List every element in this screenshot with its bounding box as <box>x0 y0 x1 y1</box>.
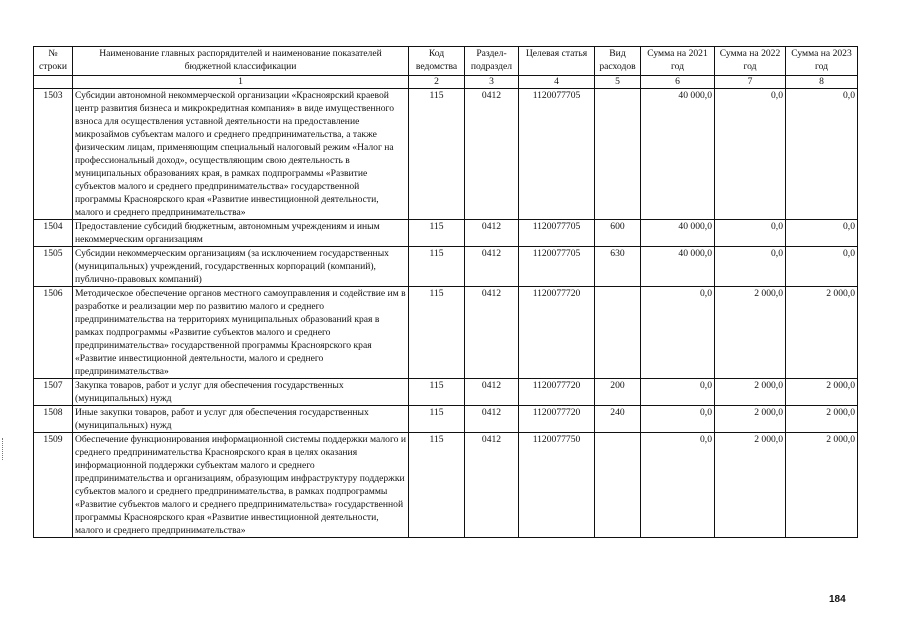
row-name: Закупка товаров, работ и услуг для обеспечения государственных (муниципальных) нужд <box>73 379 409 406</box>
row-sum-2023: 0,0 <box>786 89 858 220</box>
row-dept-code: 115 <box>409 220 465 247</box>
row-number: 1506 <box>34 287 73 379</box>
row-target: 1120077720 <box>519 287 595 379</box>
row-target: 1120077720 <box>519 379 595 406</box>
column-number-row <box>34 76 858 89</box>
row-name: Обеспечение функционирования информационной системы поддержки малого и среднего предпринимательства Красноярского края в целях оказания информационной поддержки субъектам малого и среднего предпринимательства и организациям, образующим инфраструктуру поддержки субъектов малого и среднего предпринимательства, в рамках подпрограммы «Развитие субъектов малого и среднего предпринимательства» государственной программы Красноярского края «Развитие инвестиционной деятельности, малого и среднего предпринимательства» <box>73 433 409 538</box>
row-number: 1507 <box>34 379 73 406</box>
row-sum-2021: 40 000,0 <box>641 89 715 220</box>
header-row <box>34 47 858 76</box>
row-number: 1504 <box>34 220 73 247</box>
row-sum-2021: 0,0 <box>641 406 715 433</box>
row-target: 1120077720 <box>519 406 595 433</box>
header-exp-type: Вид расходов <box>595 47 641 76</box>
row-target: 1120077750 <box>519 433 595 538</box>
header-section: Раздел-подраздел <box>465 47 519 76</box>
row-name: Субсидии автономной некоммерческой организации «Красноярский краевой центр развития бизнеса и микрокредитная компания» в виде имущественного взноса для осуществления уставной деятельности на предоставление микрозаймов субъектам малого и среднего предпринимательства, а также физическим лицам, применяющим специальный налоговый режим «Налог на профессиональный доход», осуществляющим свою деятельность в муниципальных образованиях края, в рамках подпрограммы «Развитие субъектов малого и среднего предпринимательства» государственной программы Красноярского края «Развитие инвестиционной деятельности, малого и среднего предпринимательства» <box>73 89 409 220</box>
table-row <box>34 220 858 247</box>
row-exp-type <box>595 433 641 538</box>
margin-mark <box>2 438 5 460</box>
row-sum-2023: 0,0 <box>786 220 858 247</box>
header-sum-2023: Сумма на 2023 год <box>786 47 858 76</box>
row-sum-2023: 0,0 <box>786 247 858 287</box>
row-section: 0412 <box>465 247 519 287</box>
row-sum-2021: 40 000,0 <box>641 247 715 287</box>
header-dept-code: Код ведомства <box>409 47 465 76</box>
row-exp-type <box>595 89 641 220</box>
header-name: Наименование главных распорядителей и наименование показателей бюджетной классификации <box>73 47 409 76</box>
page-number: 184 <box>829 594 846 605</box>
row-sum-2023: 2 000,0 <box>786 287 858 379</box>
table-row <box>34 406 858 433</box>
row-target: 1120077705 <box>519 89 595 220</box>
row-section: 0412 <box>465 406 519 433</box>
col-num: 7 <box>715 76 786 89</box>
col-num: 1 <box>73 76 409 89</box>
row-dept-code: 115 <box>409 433 465 538</box>
row-section: 0412 <box>465 89 519 220</box>
row-exp-type: 600 <box>595 220 641 247</box>
row-exp-type: 200 <box>595 379 641 406</box>
table-row <box>34 379 858 406</box>
row-sum-2021: 40 000,0 <box>641 220 715 247</box>
col-num <box>34 76 73 89</box>
row-number: 1508 <box>34 406 73 433</box>
row-sum-2021: 0,0 <box>641 433 715 538</box>
table-row <box>34 247 858 287</box>
header-target: Целевая статья <box>519 47 595 76</box>
col-num: 5 <box>595 76 641 89</box>
header-sum-2021: Сумма на 2021 год <box>641 47 715 76</box>
row-dept-code: 115 <box>409 247 465 287</box>
row-dept-code: 115 <box>409 287 465 379</box>
row-target: 1120077705 <box>519 247 595 287</box>
header-sum-2022: Сумма на 2022 год <box>715 47 786 76</box>
row-section: 0412 <box>465 433 519 538</box>
row-sum-2023: 2 000,0 <box>786 379 858 406</box>
table-row <box>34 89 858 220</box>
row-sum-2022: 2 000,0 <box>715 406 786 433</box>
row-number: 1505 <box>34 247 73 287</box>
table-row <box>34 287 858 379</box>
row-name: Методическое обеспечение органов местного самоуправления и содействие им в разработке и реализации мер по развитию малого и среднего предпринимательства на территориях муниципальных образований края в рамках подпрограммы «Развитие субъектов малого и среднего предпринимательства» государственной программы Красноярского края «Развитие инвестиционной деятельности, малого и среднего предпринимательства» <box>73 287 409 379</box>
row-name: Предоставление субсидий бюджетным, автономным учреждениям и иным некоммерческим организациям <box>73 220 409 247</box>
col-num: 6 <box>641 76 715 89</box>
header-row-no: № строки <box>34 47 73 76</box>
col-num: 2 <box>409 76 465 89</box>
row-sum-2022: 2 000,0 <box>715 287 786 379</box>
row-dept-code: 115 <box>409 89 465 220</box>
row-exp-type <box>595 287 641 379</box>
row-sum-2023: 2 000,0 <box>786 406 858 433</box>
table-row <box>34 433 858 538</box>
row-number: 1503 <box>34 89 73 220</box>
row-dept-code: 115 <box>409 379 465 406</box>
row-section: 0412 <box>465 379 519 406</box>
row-section: 0412 <box>465 287 519 379</box>
row-sum-2022: 2 000,0 <box>715 379 786 406</box>
row-name: Иные закупки товаров, работ и услуг для обеспечения государственных (муниципальных) нужд <box>73 406 409 433</box>
row-sum-2022: 0,0 <box>715 247 786 287</box>
row-exp-type: 630 <box>595 247 641 287</box>
col-num: 8 <box>786 76 858 89</box>
budget-table <box>33 46 858 538</box>
row-sum-2022: 0,0 <box>715 89 786 220</box>
col-num: 3 <box>465 76 519 89</box>
row-sum-2022: 0,0 <box>715 220 786 247</box>
col-num: 4 <box>519 76 595 89</box>
row-exp-type: 240 <box>595 406 641 433</box>
row-number: 1509 <box>34 433 73 538</box>
row-target: 1120077705 <box>519 220 595 247</box>
row-dept-code: 115 <box>409 406 465 433</box>
row-sum-2021: 0,0 <box>641 379 715 406</box>
row-sum-2021: 0,0 <box>641 287 715 379</box>
row-section: 0412 <box>465 220 519 247</box>
row-sum-2022: 2 000,0 <box>715 433 786 538</box>
row-sum-2023: 2 000,0 <box>786 433 858 538</box>
row-name: Субсидии некоммерческим организациям (за исключением государственных (муниципальных) учреждений, государственных корпораций (компаний), публично-правовых компаний) <box>73 247 409 287</box>
